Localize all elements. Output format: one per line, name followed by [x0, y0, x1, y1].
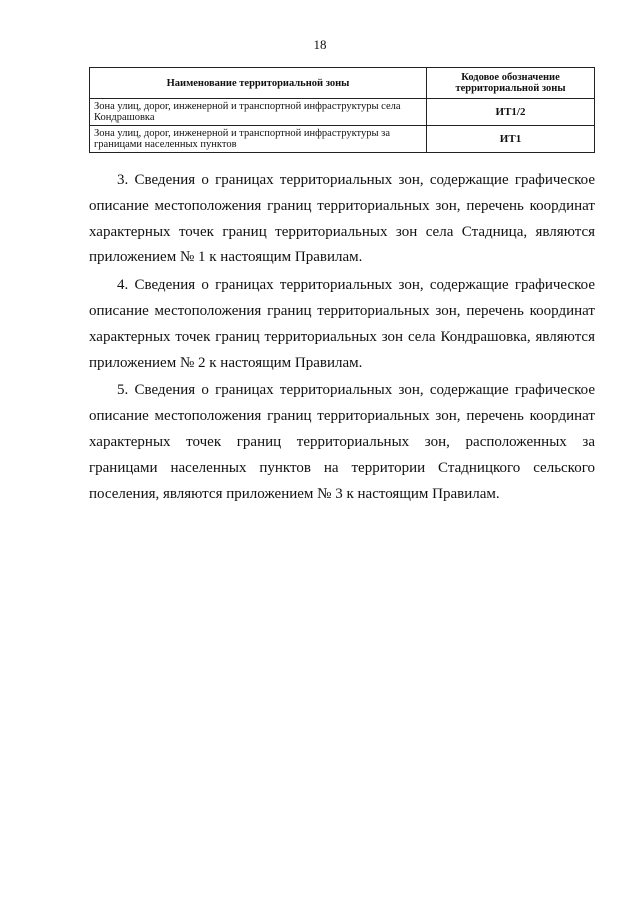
zone-name-cell: Зона улиц, дорог, инженерной и транспортной инфраструктуры села Кондрашовка — [90, 99, 427, 126]
paragraph-3: 3. Сведения о границах территориальных зон, содержащие графическое описание местоположения границ территориальных зон, перечень координат характерных точек границ территориальных зон села Стадница, являются приложением № 1 к настоящим Правилам. — [89, 172, 595, 266]
header-zone-code: Кодовое обозначение территориальной зоны — [427, 68, 595, 99]
table-row — [90, 126, 595, 153]
territorial-zones-table — [89, 67, 595, 153]
zone-name-cell: Зона улиц, дорог, инженерной и транспортной инфраструктуры за границами населенных пунктов — [90, 126, 427, 153]
page-number: 18 — [313, 37, 327, 52]
paragraph-5: 5. Сведения о границах территориальных зон, содержащие графическое описание местоположения границ территориальных зон, перечень координат характерных точек границ территориальных зон, расположенных за границами населенных пунктов на территории Стадницкого сельского поселения, являются приложением № 3 к настоящим Правилам. — [89, 382, 595, 502]
header-zone-name: Наименование территориальной зоны — [90, 68, 427, 99]
table-row — [90, 99, 595, 126]
document-body — [89, 168, 595, 509]
zone-code-cell: ИТ1/2 — [427, 99, 595, 126]
paragraph-4: 4. Сведения о границах территориальных зон, содержащие графическое описание местоположения границ территориальных зон, перечень координат характерных точек границ территориальных зон села Кондрашовка, являются приложением № 2 к настоящим Правилам. — [89, 277, 595, 371]
table-header-row — [90, 68, 595, 99]
zone-code-cell: ИТ1 — [427, 126, 595, 153]
